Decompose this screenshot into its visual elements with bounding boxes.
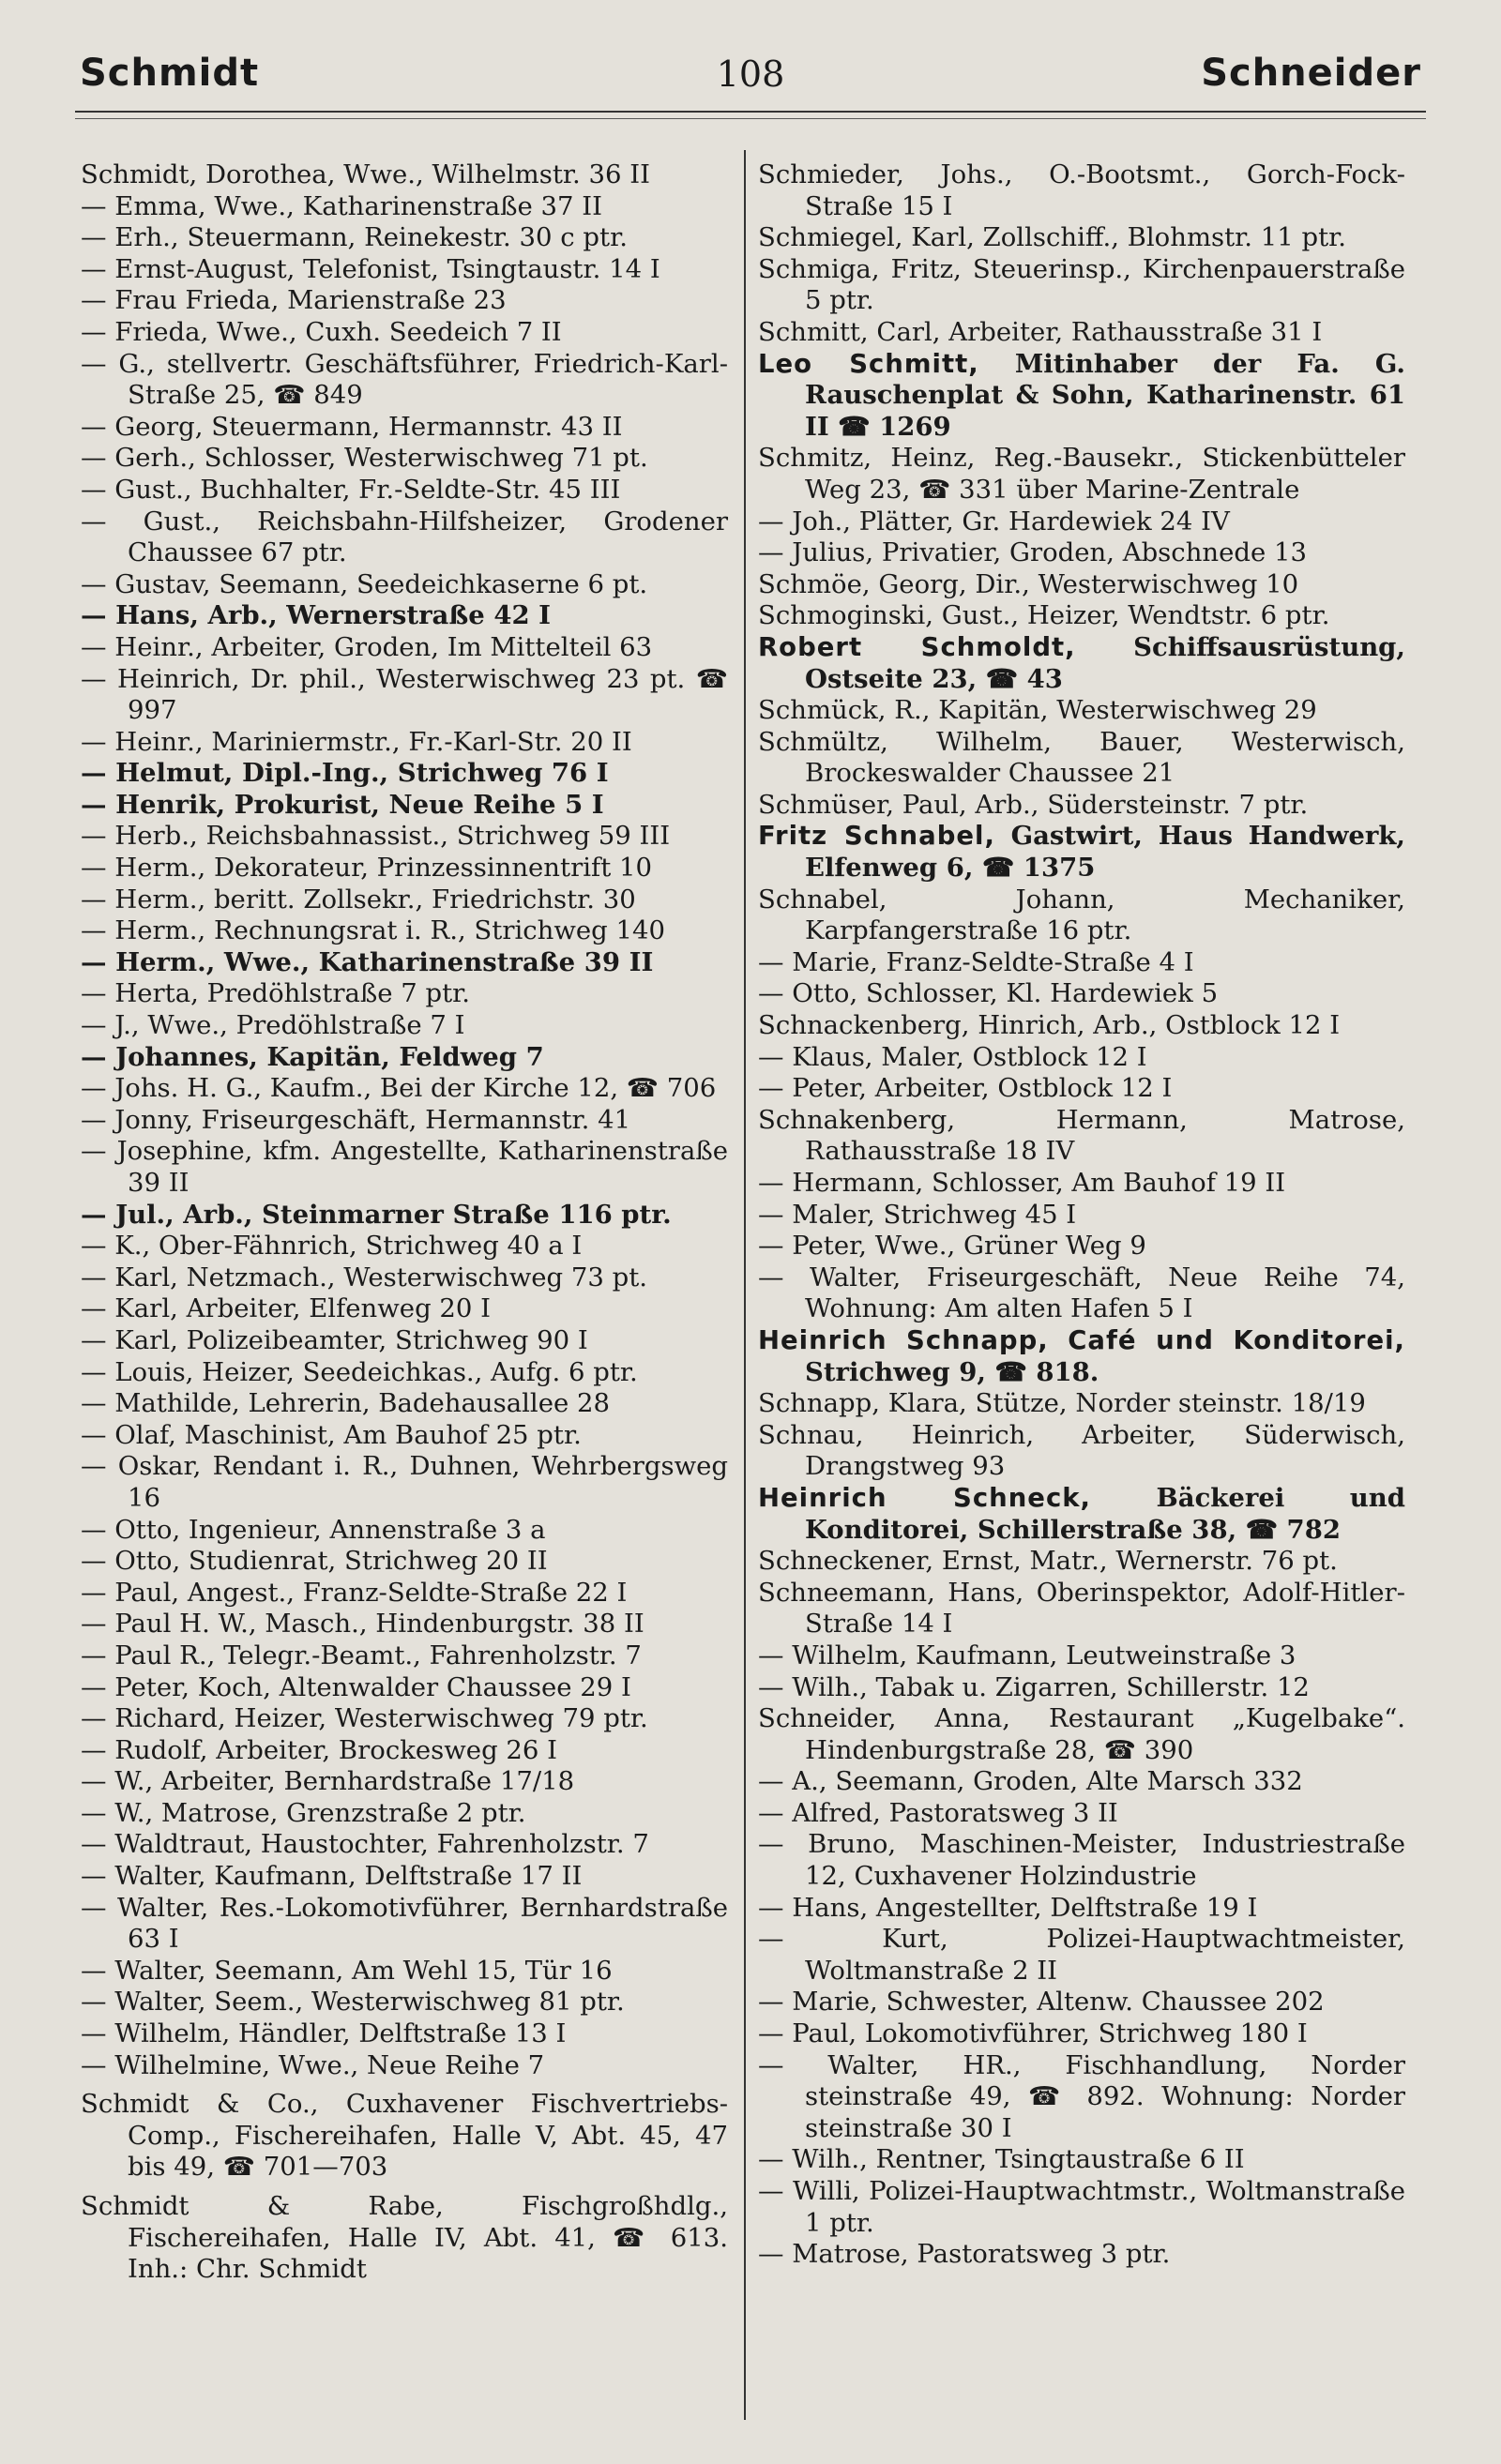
entry-text: — Herm., Dekorateur, Prinzessinnentrift 10 xyxy=(81,853,652,884)
entry-text: Schmidt & Rabe, Fischgroßhdlg., Fischereihafen, Halle IV, Abt. 41, ☎ 613. Inh.: Chr. Schmidt xyxy=(81,2191,728,2285)
entry-text: — Helmut, Dipl.-Ing., Strichweg 76 I xyxy=(81,758,609,789)
entry-text: Schneider, Anna, Restaurant „Kugelbake“. Hindenburgstraße 28, ☎ 390 xyxy=(758,1703,1405,1765)
entry-text: — Herm., Rechnungsrat i. R., Strichweg 140 xyxy=(81,915,666,946)
entry-text: — Mathilde, Lehrerin, Badehausallee 28 xyxy=(81,1388,610,1419)
directory-entry xyxy=(81,1136,728,1199)
entry-text: — Joh., Plätter, Gr. Hardewiek 24 IV xyxy=(758,506,1230,537)
directory-entry xyxy=(81,1829,728,1861)
entry-text: Schnau, Heinrich, Arbeiter, Süderwisch, Drangstweg 93 xyxy=(758,1419,1405,1482)
directory-entry xyxy=(758,1703,1405,1766)
entry-text: — Karl, Polizeibeamter, Strichweg 90 I xyxy=(81,1324,588,1355)
entry-text: — Georg, Steuermann, Hermannstr. 43 II xyxy=(81,411,623,442)
header-right-name: Schneider xyxy=(1201,52,1421,95)
entry-text: — K., Ober-Fähnrich, Strichweg 40 a I xyxy=(81,1231,583,1262)
entry-text: Schmiegel, Karl, Zollschiff., Blohmstr. 11 ptr. xyxy=(758,222,1347,253)
header-rule-thin xyxy=(75,118,1426,119)
entry-text: — Wilhelmine, Wwe., Neue Reihe 7 xyxy=(81,2049,545,2080)
directory-entry xyxy=(81,1262,728,1294)
entry-text: — Otto, Studienrat, Strichweg 20 II xyxy=(81,1546,548,1577)
entry-text: — J., Wwe., Predöhlstraße 7 I xyxy=(81,1010,465,1041)
entry-text: — Otto, Schlosser, Kl. Hardewiek 5 xyxy=(758,978,1219,1009)
directory-entry xyxy=(758,1073,1405,1105)
entry-text: — Herta, Predöhlstraße 7 ptr. xyxy=(81,978,471,1009)
directory-entry xyxy=(758,727,1405,790)
directory-entry xyxy=(758,600,1405,632)
directory-entry xyxy=(758,254,1405,317)
entry-text: — Walter, HR., Fischhandlung, Norder steinstraße 49, ☎ 892. Wohnung: Norder steinstraße 30 I xyxy=(758,2049,1405,2143)
entry-text: Schneckener, Ernst, Matr., Wernerstr. 76 pt. xyxy=(758,1546,1338,1577)
directory-entry xyxy=(81,915,728,947)
directory-entry xyxy=(81,947,728,979)
entry-text: — Paul, Lokomotivführer, Strichweg 180 I xyxy=(758,2018,1308,2049)
entry-text: — Hans, Arb., Wernerstraße 42 I xyxy=(81,600,552,631)
directory-entry xyxy=(758,2176,1405,2239)
entry-text: Schmidt, Dorothea, Wwe., Wilhelmstr. 36 II xyxy=(81,159,650,189)
directory-entry xyxy=(758,1231,1405,1262)
entry-text: Schnabel, Johann, Mechaniker, Karpfangerstraße 16 ptr. xyxy=(758,884,1405,946)
entry-text: — Walter, Friseurgeschäft, Neue Reihe 74, Wohnung: Am alten Hafen 5 I xyxy=(758,1262,1405,1324)
directory-entry xyxy=(81,1420,728,1452)
entry-text: — G., stellvertr. Geschäftsführer, Friedrich-Karl-Straße 25, ☎ 849 xyxy=(81,348,728,411)
directory-entry xyxy=(758,2050,1405,2145)
entry-text: Schmidt & Co., Cuxhavener Fischvertriebs-Comp., Fischereihafen, Halle V, Abt. 45, 47 bis 49, ☎ 701—703 xyxy=(81,2089,728,2183)
entry-text: — Johannes, Kapitän, Feldweg 7 xyxy=(81,1041,544,1072)
entry-text: — Marie, Schwester, Altenw. Chaussee 202 xyxy=(758,1987,1325,2018)
entry-text: Gastwirt, Haus Handwerk, Elfenweg 6, ☎ 1375 xyxy=(805,821,1405,884)
directory-entry xyxy=(758,790,1405,822)
directory-entry xyxy=(758,1262,1405,1325)
entry-text: Schnackenberg, Hinrich, Arb., Ostblock 12 I xyxy=(758,1010,1341,1041)
directory-entry xyxy=(81,1073,728,1105)
directory-entry xyxy=(81,1609,728,1640)
left-column xyxy=(81,159,728,2286)
entry-text: Schnakenberg, Hermann, Matrose, Rathausstraße 18 IV xyxy=(758,1104,1405,1167)
entry-text: Schmöe, Georg, Dir., Westerwischweg 10 xyxy=(758,568,1299,599)
directory-entry xyxy=(81,254,728,286)
directory-entry xyxy=(81,1042,728,1074)
entry-text: — Peter, Wwe., Grüner Weg 9 xyxy=(758,1231,1146,1262)
entry-text: — Richard, Heizer, Westerwischweg 79 ptr. xyxy=(81,1703,648,1734)
directory-entry xyxy=(758,1388,1405,1420)
entry-text: Schiffsausrüstung, Ostseite 23, ☎ 43 xyxy=(805,631,1405,694)
page-number: 108 xyxy=(716,53,785,95)
directory-entry xyxy=(758,1105,1405,1168)
directory-entry xyxy=(758,1200,1405,1232)
page-header xyxy=(75,52,1426,108)
directory-entry xyxy=(81,317,728,349)
directory-entry xyxy=(81,727,728,759)
entry-text: — Willi, Polizei-Hauptwachtmstr., Woltmanstraße 1 ptr. xyxy=(758,2176,1405,2238)
directory-entry xyxy=(81,1861,728,1893)
entry-text: — Paul R., Telegr.-Beamt., Fahrenholzstr. 7 xyxy=(81,1640,642,1670)
directory-entry xyxy=(81,1325,728,1357)
directory-entry xyxy=(758,2018,1405,2050)
entry-text: — Josephine, kfm. Angestellte, Katharinenstraße 39 II xyxy=(81,1136,728,1198)
directory-entry xyxy=(81,2050,728,2082)
entry-text: — Paul H. W., Masch., Hindenburgstr. 38 II xyxy=(81,1609,644,1640)
directory-entry xyxy=(81,1766,728,1798)
directory-entry xyxy=(758,1987,1405,2018)
directory-entry xyxy=(758,1798,1405,1830)
directory-entry xyxy=(758,1924,1405,1987)
entry-text: Schnapp, Klara, Stütze, Norder steinstr. 18/19 xyxy=(758,1388,1366,1419)
entry-text: — Ernst-August, Telefonist, Tsingtaustr. 14 I xyxy=(81,253,660,284)
entry-text: — Bruno, Maschinen-Meister, Industriestraße 12, Cuxhavener Holzindustrie xyxy=(758,1829,1405,1892)
directory-entry xyxy=(758,159,1405,222)
directory-entry xyxy=(81,1798,728,1830)
entry-text: — Wilhelm, Kaufmann, Leutweinstraße 3 xyxy=(758,1640,1296,1670)
directory-entry xyxy=(81,1451,728,1514)
entry-text: — Karl, Arbeiter, Elfenweg 20 I xyxy=(81,1293,492,1324)
directory-entry xyxy=(81,978,728,1010)
entry-text: Schmitz, Heinz, Reg.-Bausekr., Stickenbütteler Weg 23, ☎ 331 über Marine-Zentrale xyxy=(758,443,1405,505)
directory-entry xyxy=(758,1042,1405,1074)
directory-entry xyxy=(81,600,728,632)
column-divider xyxy=(744,150,746,2420)
directory-entry xyxy=(758,569,1405,601)
featured-entry xyxy=(758,1325,1405,1388)
directory-entry xyxy=(758,695,1405,727)
directory-entry xyxy=(758,1546,1405,1578)
entry-text: — Walter, Seemann, Am Wehl 15, Tür 16 xyxy=(81,1955,613,1986)
entry-text: — Jul., Arb., Steinmarner Straße 116 ptr. xyxy=(81,1199,672,1230)
directory-entry xyxy=(758,1829,1405,1892)
entry-text: — Heinr., Mariniermstr., Fr.-Karl-Str. 20 II xyxy=(81,726,632,757)
directory-entry xyxy=(81,1388,728,1420)
directory-entry xyxy=(758,1578,1405,1640)
featured-entry xyxy=(758,349,1405,444)
directory-entry xyxy=(81,349,728,412)
entry-text: — Jonny, Friseurgeschäft, Hermannstr. 41 xyxy=(81,1104,631,1135)
header-left-name: Schmidt xyxy=(80,52,260,95)
directory-entry xyxy=(758,884,1405,947)
entry-text: — Frau Frieda, Marienstraße 23 xyxy=(81,285,507,316)
directory-entry xyxy=(758,222,1405,254)
directory-entry xyxy=(81,569,728,601)
entry-text: — Henrik, Prokurist, Neue Reihe 5 I xyxy=(81,789,604,820)
entry-text: — Wilh., Rentner, Tsingtaustraße 6 II xyxy=(758,2144,1245,2175)
directory-entry xyxy=(81,1735,728,1767)
directory-entry xyxy=(81,1105,728,1137)
directory-entry xyxy=(81,853,728,884)
entry-text: — W., Arbeiter, Bernhardstraße 17/18 xyxy=(81,1766,575,1797)
entry-text: — Gerh., Schlosser, Westerwischweg 71 pt. xyxy=(81,443,648,474)
featured-entry-name: Robert Schmoldt, xyxy=(758,631,1076,662)
entry-text: — Heinr., Arbeiter, Groden, Im Mittelteil 63 xyxy=(81,631,653,662)
directory-entry xyxy=(758,1640,1405,1672)
featured-entry xyxy=(758,821,1405,884)
directory-entry xyxy=(758,2239,1405,2271)
entry-text: — Julius, Privatier, Groden, Abschnede 13 xyxy=(758,537,1308,568)
entry-text: — Gust., Buchhalter, Fr.-Seldte-Str. 45 III xyxy=(81,474,621,505)
directory-entry xyxy=(81,1231,728,1262)
featured-entry-name: Heinrich Schnapp, Café und Konditorei, xyxy=(758,1324,1405,1355)
entry-text: — Hermann, Schlosser, Am Bauhof 19 II xyxy=(758,1168,1286,1198)
entry-text: — Emma, Wwe., Katharinenstraße 37 II xyxy=(81,190,602,221)
directory-entry xyxy=(81,1578,728,1610)
directory-entry xyxy=(81,412,728,444)
directory-entry xyxy=(758,1010,1405,1042)
directory-entry xyxy=(81,1293,728,1325)
entry-text: — Gust., Reichsbahn-Hilfsheizer, Grodener Chaussee 67 ptr. xyxy=(81,506,728,568)
entry-text: — Hans, Angestellter, Delftstraße 19 I xyxy=(758,1892,1258,1923)
entry-text: — Louis, Heizer, Seedeichkas., Aufg. 6 ptr. xyxy=(81,1356,638,1387)
directory-entry xyxy=(81,159,728,191)
featured-entry-name: Heinrich Schneck, xyxy=(758,1482,1091,1513)
entry-text: — Alfred, Pastoratsweg 3 II xyxy=(758,1797,1118,1828)
directory-entry xyxy=(81,821,728,853)
entry-text: Schneemann, Hans, Oberinspektor, Adolf-Hitler-Straße 14 I xyxy=(758,1577,1405,1640)
entry-text: — Matrose, Pastoratsweg 3 ptr. xyxy=(758,2239,1171,2270)
directory-entry xyxy=(81,790,728,822)
directory-entry xyxy=(81,1672,728,1704)
entry-text: Schmieder, Johs., O.-Bootsmt., Gorch-Fock-Straße 15 I xyxy=(758,159,1405,221)
entry-text: — Waldtraut, Haustochter, Fahrenholzstr. 7 xyxy=(81,1829,649,1860)
entry-text: Schmitt, Carl, Arbeiter, Rathausstraße 31 I xyxy=(758,316,1323,347)
featured-entry-name: Leo Schmitt, xyxy=(758,348,979,379)
directory-entry xyxy=(81,758,728,790)
entry-text: Schmültz, Wilhelm, Bauer, Westerwisch, Brockeswalder Chaussee 21 xyxy=(758,726,1405,789)
directory-entry xyxy=(81,2191,728,2286)
directory-entry xyxy=(758,1766,1405,1798)
entry-text: Schmück, R., Kapitän, Westerwischweg 29 xyxy=(758,695,1317,726)
directory-entry xyxy=(81,1200,728,1232)
entry-text: — Paul, Angest., Franz-Seldte-Straße 22 I xyxy=(81,1577,628,1608)
entry-text: Schmoginski, Gust., Heizer, Wendtstr. 6 ptr. xyxy=(758,600,1330,631)
entry-text: — Otto, Ingenieur, Annenstraße 3 a xyxy=(81,1514,546,1545)
directory-entry xyxy=(758,978,1405,1010)
entry-text: — Kurt, Polizei-Hauptwachtmeister, Woltmanstraße 2 II xyxy=(758,1924,1405,1986)
directory-entry xyxy=(81,285,728,317)
featured-entry xyxy=(758,1483,1405,1546)
entry-text: — Peter, Koch, Altenwalder Chaussee 29 I xyxy=(81,1671,631,1702)
directory-entry xyxy=(758,1420,1405,1483)
directory-entry xyxy=(81,1515,728,1547)
directory-entry xyxy=(81,443,728,475)
entry-text: — Gustav, Seemann, Seedeichkaserne 6 pt. xyxy=(81,568,648,599)
directory-entry xyxy=(81,664,728,727)
directory-entry xyxy=(758,1168,1405,1200)
directory-entry xyxy=(758,443,1405,506)
entry-text: — Erh., Steuermann, Reinekestr. 30 c ptr. xyxy=(81,222,628,253)
entry-text: Strichweg 9, ☎ 818. xyxy=(805,1356,1099,1387)
entry-text: — Klaus, Maler, Ostblock 12 I xyxy=(758,1041,1147,1072)
directory-entry xyxy=(81,1956,728,1988)
entry-text: — Wilhelm, Händler, Delftstraße 13 I xyxy=(81,2018,567,2049)
entry-text: Mitinhaber der Fa. G. Rauschenplat & Sohn, Katharinenstr. 61 II ☎ 1269 xyxy=(805,348,1405,442)
header-rule xyxy=(75,111,1426,113)
entry-text: — Wilh., Tabak u. Zigarren, Schillerstr. 12 xyxy=(758,1671,1310,1702)
directory-entry xyxy=(758,2144,1405,2176)
directory-entry xyxy=(81,191,728,223)
entry-text: — Herb., Reichsbahnassist., Strichweg 59 III xyxy=(81,821,671,852)
entry-text: — Frieda, Wwe., Cuxh. Seedeich 7 II xyxy=(81,316,562,347)
directory-entry xyxy=(81,884,728,916)
directory-entry xyxy=(81,1010,728,1042)
directory-entry xyxy=(81,632,728,664)
entry-text: — Maler, Strichweg 45 I xyxy=(758,1199,1077,1230)
directory-entry xyxy=(758,317,1405,349)
entry-text: — Herm., beritt. Zollsekr., Friedrichstr. 30 xyxy=(81,884,636,915)
right-column xyxy=(758,159,1405,2271)
entry-text: — Herm., Wwe., Katharinenstraße 39 II xyxy=(81,946,654,977)
entry-text: Schmiga, Fritz, Steuerinsp., Kirchenpauerstraße 5 ptr. xyxy=(758,253,1405,316)
directory-entry xyxy=(81,2089,728,2184)
entry-text: Bäckerei und Konditorei, Schillerstraße 38, ☎ 782 xyxy=(805,1482,1406,1545)
entry-text: — Oskar, Rendant i. R., Duhnen, Wehrbergsweg 16 xyxy=(81,1451,728,1513)
entry-text: — A., Seemann, Groden, Alte Marsch 332 xyxy=(758,1766,1303,1797)
directory-entry xyxy=(81,1703,728,1735)
directory-entry xyxy=(81,1987,728,2018)
entry-text: — Karl, Netzmach., Westerwischweg 73 pt. xyxy=(81,1262,648,1292)
featured-entry-name: Fritz Schnabel, xyxy=(758,821,995,852)
entry-text: — Walter, Kaufmann, Delftstraße 17 II xyxy=(81,1861,583,1892)
entry-text: — Marie, Franz-Seldte-Straße 4 I xyxy=(758,946,1194,977)
directory-entry xyxy=(81,1357,728,1389)
directory-entry xyxy=(758,947,1405,979)
entry-text: — Johs. H. G., Kaufm., Bei der Kirche 12, ☎ 706 xyxy=(81,1073,717,1104)
entry-text: — Walter, Res.-Lokomotivführer, Bernhardstraße 63 I xyxy=(81,1892,728,1955)
directory-entry xyxy=(758,506,1405,538)
directory-entry xyxy=(758,1672,1405,1704)
directory-entry xyxy=(81,1546,728,1578)
entry-text: — Walter, Seem., Westerwischweg 81 ptr. xyxy=(81,1987,625,2018)
entry-text: Schmüser, Paul, Arb., Südersteinstr. 7 ptr. xyxy=(758,789,1309,820)
featured-entry xyxy=(758,632,1405,695)
directory-entry xyxy=(758,537,1405,569)
directory-entry xyxy=(81,506,728,569)
directory-entry xyxy=(81,1893,728,1956)
directory-entry xyxy=(81,222,728,254)
directory-entry xyxy=(81,475,728,506)
entry-text: — Rudolf, Arbeiter, Brockesweg 26 I xyxy=(81,1734,558,1765)
entry-text: — Peter, Arbeiter, Ostblock 12 I xyxy=(758,1073,1173,1104)
entry-text: — Olaf, Maschinist, Am Bauhof 25 ptr. xyxy=(81,1419,582,1450)
directory-entry xyxy=(81,2018,728,2050)
entry-text: — W., Matrose, Grenzstraße 2 ptr. xyxy=(81,1797,526,1828)
entry-text: — Heinrich, Dr. phil., Westerwischweg 23 pt. ☎ 997 xyxy=(81,663,728,726)
directory-entry xyxy=(81,1640,728,1672)
directory-entry xyxy=(758,1893,1405,1925)
